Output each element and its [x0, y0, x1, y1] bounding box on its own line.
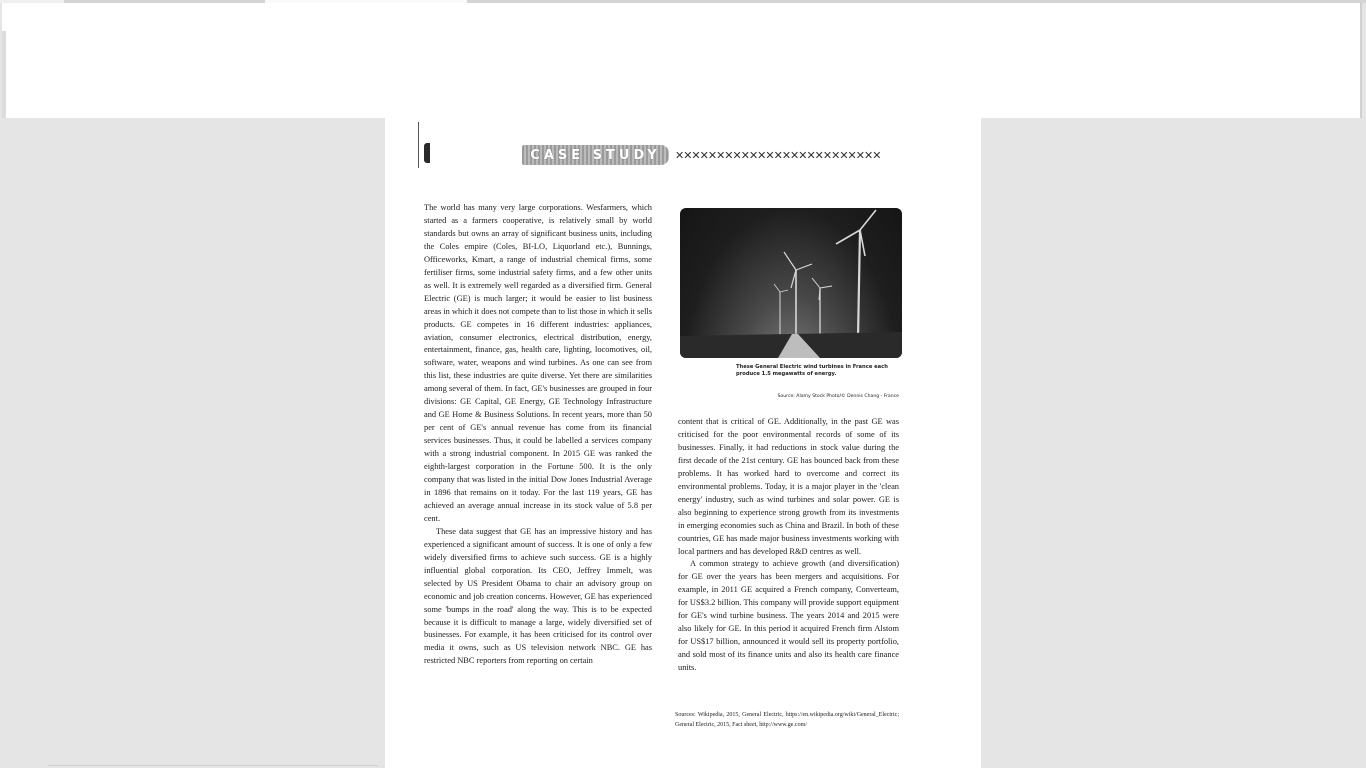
paragraph: These data suggest that GE has an impressive history and has experienced a significant amount of success. It is one of only a few widely diversified firms to achieve such success. GE is a highly influential global corporation. Its CEO, Jeffrey Immelt, was selected by US President Obama to chair an advisory group on economic and job creation concerns. However, GE has experienced some 'bumps in the road' along the way. This is to be expected because it is difficult to manage a large, widely diversified set of businesses. For example, it has been criticised for its control over media it owns, such as US television network NBC. GE has restricted NBC reporters from reporting on certain: [424, 526, 652, 666]
banner-label: CASE STUDY: [530, 147, 661, 163]
header-marker-icon: [424, 143, 430, 163]
photo-caption: These General Electric wind turbines in France each produce 1.5 megawatts of energy.: [736, 364, 888, 377]
right-column: [678, 416, 899, 706]
paragraph: content that is critical of GE. Additionally, in the past GE was criticised for the poor environmental records of some of its businesses. Finally, it had reductions in stock value during the first decade of the 21st century. GE has bounced back from these problems. It has worked hard to overcome and correct its environmental problems. Today, it is a major player in the 'clean energy' industry, such as wind turbines and solar power. GE is also beginning to experience strong growth from its investments in emerging economies such as China and Brazil. In both of these countries, GE has made major business investments working with local partners and has developed R&D centres as well.: [678, 417, 899, 556]
left-column: [424, 202, 652, 762]
banner-pattern: ✕✕✕✕✕✕✕✕✕✕✕✕✕✕✕✕✕✕✕✕✕✕✕✕✕: [675, 149, 881, 162]
panel-edge: [2, 31, 6, 118]
paragraph: A common strategy to achieve growth (and diversification) for GE over the years has been mergers and acquisitions. For example, in 2011 GE acquired a French company, Converteam, for US$3.2 billion. This company will provide support equipment for GE's wind turbine business. The years 2014 and 2015 were also likely for GE. In this period it acquired French firm Alstom for US$17 billion, announced it would sell its property portfolio, and sold most of its finance units and also its health care finance units.: [678, 559, 899, 673]
toolbar-panel: [2, 3, 1362, 118]
document-page: [385, 118, 981, 768]
wind-turbine-photo: [680, 208, 902, 358]
case-study-banner: [522, 145, 669, 165]
sources-note: Sources: Wikipedia, 2015, General Electric, https://en.wikipedia.org/wiki/General_Electric; General Electric, 2015, Fact sheet, http://www.ge.com/: [675, 712, 899, 728]
photo-source: Source: Alamy Stock Photo/© Dennis Chang - France: [777, 394, 899, 399]
bottom-divider: [48, 765, 378, 766]
paragraph: The world has many very large corporations. Wesfarmers, which started as a farmers cooperative, is relatively small by world standards but owns an array of significant business units, including the Coles empire (Coles, BI-LO, Liquorland etc.), Bunnings, Officeworks, Kmart, a range of industrial chemical firms, some fertiliser firms, some industrial safety firms, and a few other units as well. It is extremely well regarded as a diversified firm. General Electric (GE) is much larger; it would be easier to list business areas in which it does not compete than to list those in which it sells products. GE competes in 16 different industries: appliances, aviation, consumer electronics, electrical distribution, energy, entertainment, finance, gas, health care, lighting, locomotives, oil, software, water, weapons and wind turbines. As one can see from this list, these industries are quite diverse. Yet there are similarities among several of them. In fact, GE's businesses are grouped in four divisions: GE Capital, GE Energy, GE Technology Infrastructure and GE Home & Business Solutions. In recent years, more than 50 per cent of GE's annual revenue has come from its financial services businesses. Thus, it could be labelled a services company with a strong industrial component. In 2015 GE was ranked the eighth-largest corporation in the Fortune 500. It is the only company that was listed in the initial Dow Jones Industrial Average in 1896 that remains on it today. For the last 119 years, GE has achieved an average annual increase in its stock value of 5.8 per cent.: [424, 203, 652, 523]
header-rule: [418, 122, 419, 168]
turbine-illustration: [680, 208, 902, 358]
